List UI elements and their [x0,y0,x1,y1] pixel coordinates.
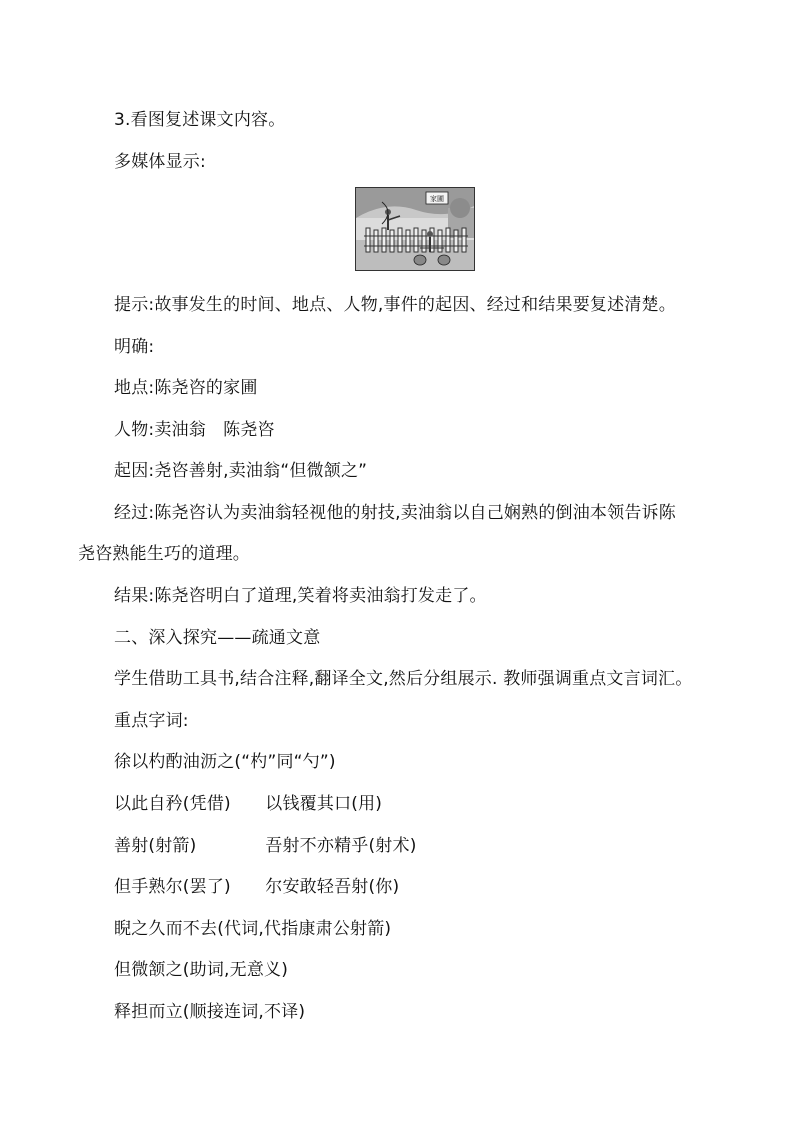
text-line-3: 提示:故事发生的时间、地点、人物,事件的起因、经过和结果要复述清楚。 [114,295,676,315]
story-illustration [355,187,475,271]
text-line-4: 明确: [114,337,155,357]
section-heading: 二、深入探究——疏通文意 [114,628,321,648]
text-line-18: 但微颔之(助词,无意义) [114,960,289,980]
text-line-19: 释担而立(顺接连词,不译) [114,1002,306,1022]
text-line-11: 学生借助工具书,结合注释,翻译全文,然后分组展示. 教师强调重点文言词汇。 [114,669,693,689]
text-line-15: 善射(射箭) 吾射不亦精乎(射术) [114,836,417,856]
illustration-sign-text: 家圃 [430,195,444,203]
text-line-6: 人物:卖油翁 陈尧咨 [114,420,275,440]
text-line-13: 徐以杓酌油沥之(“杓”同“勺”) [114,752,336,772]
text-line-7: 起因:尧咨善射,卖油翁“但微颔之” [114,461,368,481]
text-line-1: 3.看图复述课文内容。 [114,110,286,130]
text-line-14: 以此自矜(凭借) 以钱覆其口(用) [114,794,383,814]
text-line-9: 结果:陈尧咨明白了道理,笑着将卖油翁打发走了。 [114,586,487,606]
text-line-2: 多媒体显示: [114,152,206,172]
text-line-16: 但手熟尔(罢了) 尔安敢轻吾射(你) [114,877,400,897]
text-line-8a: 经过:陈尧咨认为卖油翁轻视他的射技,卖油翁以自己娴熟的倒油本领告诉陈 [114,503,676,523]
text-line-12: 重点字词: [114,711,189,731]
text-line-5: 地点:陈尧咨的家圃 [114,378,258,398]
illustration-drawing [356,188,474,270]
text-line-17: 睨之久而不去(代词,代指康肃公射箭) [114,919,392,939]
text-line-8b: 尧咨熟能生巧的道理。 [78,544,250,564]
